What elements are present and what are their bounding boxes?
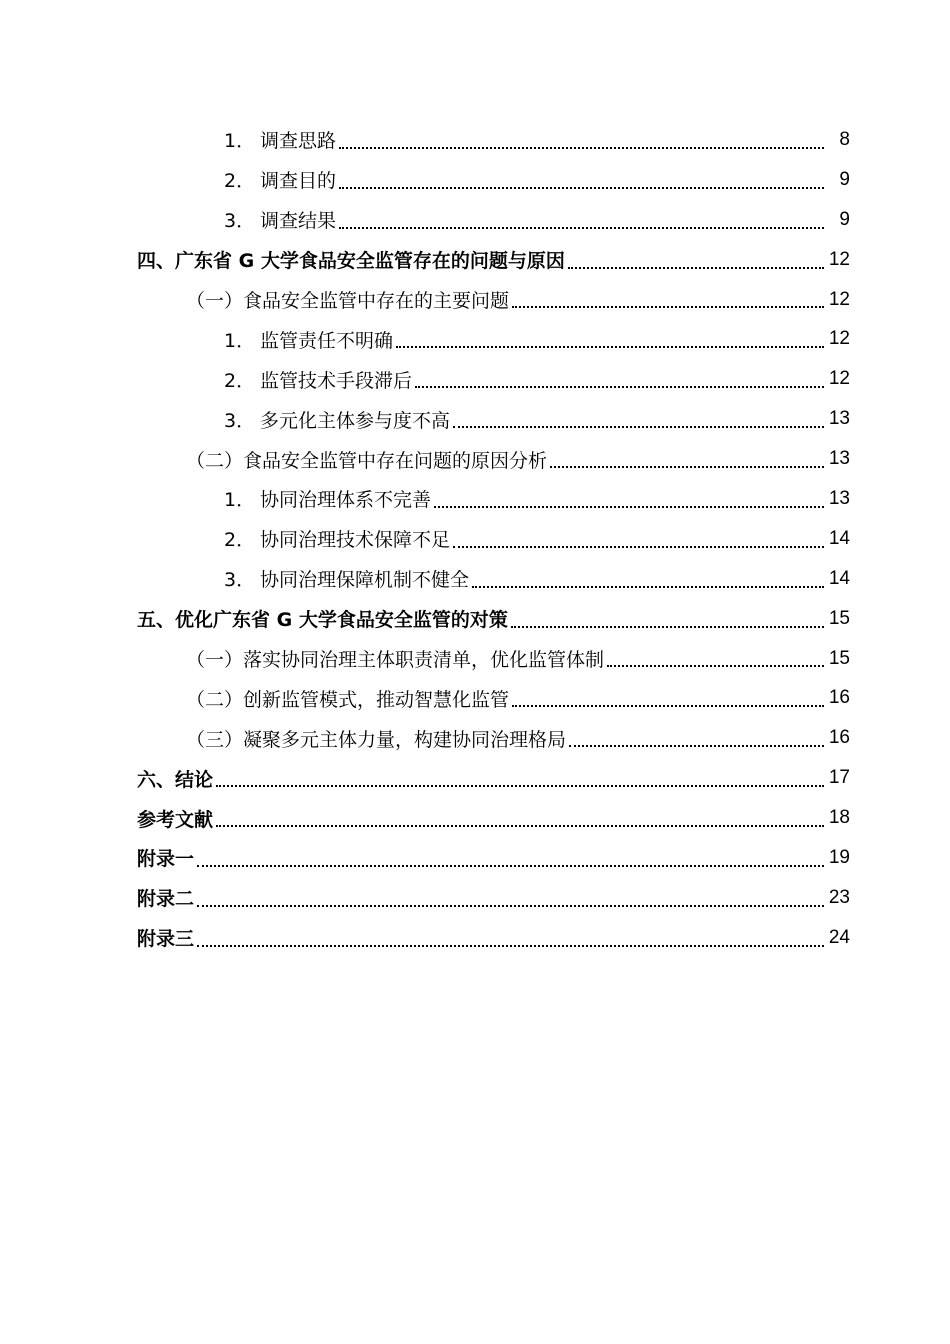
toc-entry-page-number: 9 [839, 168, 850, 190]
toc-entry-title [137, 246, 565, 273]
toc-entry-text: 多元化主体参与度不高 [260, 409, 451, 432]
toc-entry-title [186, 446, 547, 473]
toc-entry-page-number: 15 [828, 647, 850, 669]
toc-entry-title [137, 805, 213, 832]
dot-leader [607, 665, 824, 667]
dot-leader [339, 147, 824, 149]
toc-entry-text: （二）食品安全监管中存在问题的原因分析 [186, 449, 548, 472]
dot-leader [511, 626, 824, 628]
toc-entry[interactable] [0, 319, 950, 359]
toc-entry-text: 监管责任不明确 [260, 329, 394, 352]
toc-entry-text: 调查结果 [260, 210, 337, 233]
toc-entry[interactable] [0, 439, 950, 479]
toc-entry-text: 参考文献 [137, 808, 214, 831]
toc-entry-text: （一）食品安全监管中存在的主要问题 [186, 290, 510, 312]
toc-entry[interactable] [0, 359, 950, 399]
toc-entry[interactable] [0, 599, 950, 639]
toc-entry-page-number: 19 [828, 846, 850, 868]
toc-entry[interactable] [0, 918, 950, 958]
toc-entry-title [137, 605, 508, 632]
toc-entry-title [224, 406, 450, 433]
dot-leader [434, 506, 824, 508]
toc-entry-text: 附录三 [137, 928, 195, 951]
dot-leader [512, 705, 824, 707]
toc-entry[interactable] [0, 639, 950, 679]
dot-leader [569, 745, 824, 747]
toc-entry-number: 2． [224, 529, 256, 552]
toc-entry-page-number: 14 [828, 527, 850, 549]
toc-entry-page-number: 14 [828, 567, 850, 589]
toc-entry-page-number: 18 [828, 807, 850, 829]
toc-entry[interactable] [0, 559, 950, 599]
toc-entry-title [224, 366, 412, 393]
dot-leader [512, 306, 824, 308]
dot-leader [415, 386, 824, 388]
dot-leader [339, 187, 824, 189]
toc-entry-page-number: 15 [828, 607, 850, 629]
toc-entry-title [224, 326, 393, 353]
toc-entry-text: （一）落实协同治理主体职责清单，优化监管体制 [186, 649, 605, 672]
dot-leader [216, 825, 824, 827]
toc-entry-page-number: 12 [828, 288, 850, 310]
toc-entry[interactable] [0, 678, 950, 718]
toc-entry-title [224, 485, 431, 512]
toc-entry-text: 调查目的 [260, 170, 337, 193]
toc-entry-page-number: 23 [828, 886, 850, 908]
dot-leader [396, 346, 824, 348]
toc-entry[interactable] [0, 240, 950, 280]
toc-entry[interactable] [0, 838, 950, 878]
toc-entry-text: （二）创新监管模式，推动智慧化监管 [186, 688, 510, 711]
toc-entry[interactable] [0, 280, 950, 320]
toc-entry[interactable] [0, 519, 950, 559]
toc-entry-text: 协同治理体系不完善 [260, 489, 432, 512]
dot-leader [197, 865, 824, 867]
toc-entry-title [224, 206, 336, 233]
toc-entry-text: 五、优化广东省 G 大学食品安全监管的对策 [137, 609, 508, 632]
dot-leader [197, 945, 824, 947]
toc-entry-page-number: 16 [828, 687, 850, 709]
toc-entry-title [137, 924, 194, 951]
toc-entry[interactable] [0, 120, 950, 160]
toc-entry[interactable] [0, 399, 950, 439]
toc-entry-page-number: 24 [828, 926, 850, 948]
toc-entry-page-number: 16 [828, 727, 850, 749]
toc-entry-page-number: 8 [839, 128, 850, 150]
toc-entry-number: 2． [224, 369, 256, 392]
dot-leader [550, 466, 824, 468]
toc-entry-text: 协同治理技术保障不足 [260, 529, 451, 552]
toc-entry-page-number: 12 [828, 328, 850, 350]
toc-entry[interactable] [0, 758, 950, 798]
toc-entry-page-number: 13 [828, 408, 850, 430]
toc-entry-title [186, 685, 509, 712]
toc-entry-title [224, 525, 450, 552]
toc-entry-text: 附录一 [137, 848, 195, 871]
dot-leader [472, 586, 824, 588]
dot-leader [216, 785, 824, 787]
toc-entry-number: 1． [224, 130, 256, 153]
toc-entry-number: 1． [224, 489, 256, 512]
toc-entry[interactable] [0, 479, 950, 519]
toc-entry-text: 附录二 [137, 888, 195, 911]
toc-entry-text: 调查思路 [260, 130, 337, 153]
toc-entry-title [137, 884, 194, 911]
dot-leader [339, 227, 824, 229]
dot-leader [568, 267, 824, 269]
toc-entry-number: 3． [224, 210, 256, 233]
dot-leader [453, 426, 824, 428]
toc-entry-text: （三）凝聚多元主体力量，构建协同治理格局 [186, 728, 567, 751]
toc-entry-title [186, 725, 566, 752]
toc-entry-text: 协同治理保障机制不健全 [260, 569, 470, 592]
dot-leader [197, 905, 824, 907]
toc-entry-title [186, 645, 604, 672]
toc-entry-text: 监管技术手段滞后 [260, 369, 413, 392]
toc-entry[interactable] [0, 718, 950, 758]
toc-entry-page-number: 13 [828, 487, 850, 509]
table-of-contents [0, 120, 950, 958]
toc-entry-title [137, 765, 213, 792]
toc-entry-page-number: 12 [828, 248, 850, 270]
dot-leader [453, 546, 824, 548]
toc-entry-text: 六、结论 [137, 768, 214, 791]
toc-entry-title [224, 166, 336, 193]
toc-entry-number: 2． [224, 170, 256, 193]
toc-entry-title [137, 844, 194, 871]
toc-entry-page-number: 13 [828, 448, 850, 470]
toc-entry-page-number: 17 [828, 767, 850, 789]
toc-entry[interactable] [0, 200, 950, 240]
toc-entry[interactable] [0, 160, 950, 200]
toc-entry-title [186, 286, 509, 313]
toc-entry-number: 3． [224, 409, 256, 432]
toc-entry-number: 1． [224, 329, 256, 352]
toc-entry-number: 3． [224, 569, 256, 592]
toc-entry-title [224, 565, 469, 592]
toc-entry-text: 四、广东省 G 大学食品安全监管存在的问题与原因 [137, 250, 565, 273]
toc-entry[interactable] [0, 878, 950, 918]
toc-entry[interactable] [0, 798, 950, 838]
toc-entry-title [224, 126, 336, 153]
toc-entry-page-number: 12 [828, 368, 850, 390]
toc-entry-page-number: 9 [839, 208, 850, 230]
